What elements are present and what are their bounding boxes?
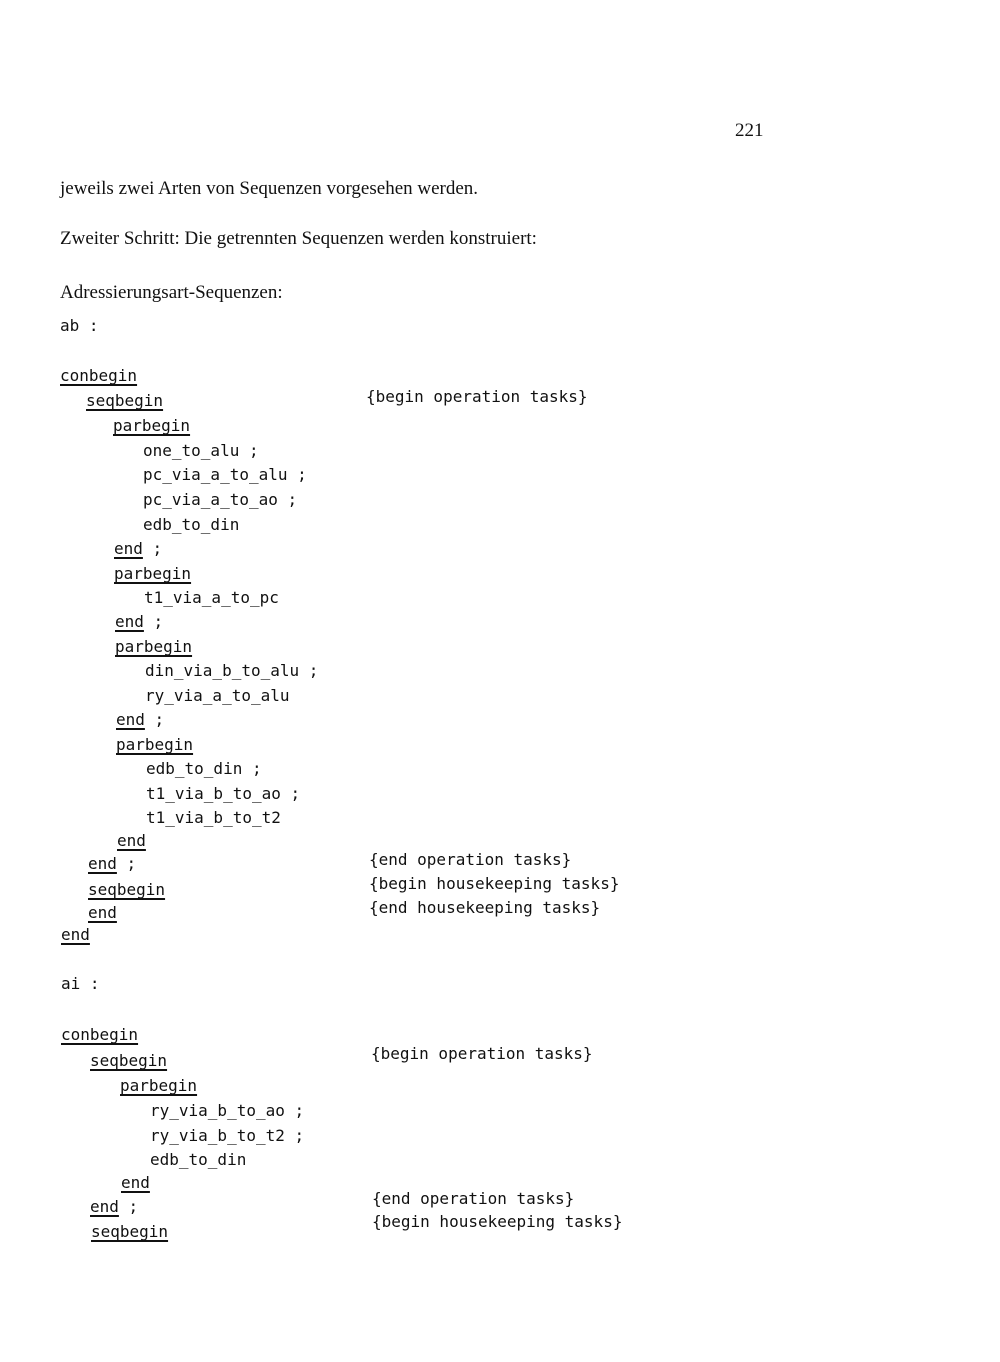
end-keyword: end [116,710,145,729]
ai-conbegin: conbegin [61,1025,139,1044]
ab-parbegin-2: parbegin [114,564,192,583]
ai-stmt-3: edb_to_din [150,1150,247,1169]
ab-end-1 [114,539,162,559]
ai-parbegin-1: parbegin [120,1076,198,1095]
ai-stmt-1: ry_via_b_to_ao ; [150,1101,305,1120]
page-number: 221 [735,120,764,141]
ab-stmt-7: ry_via_a_to_alu [145,686,290,705]
separator: ; [144,710,165,729]
ab-stmt-8: edb_to_din ; [146,759,262,778]
ab-stmt-3: pc_via_a_to_ao ; [143,490,298,509]
end-keyword: end [88,854,117,873]
ab-seqbegin-1: seqbegin [86,391,164,410]
ab-stmt-6: din_via_b_to_alu ; [145,661,319,680]
ab-end-4: end [117,831,146,850]
ab-end-6: end [88,903,117,922]
ai-seqbegin-1: seqbegin [90,1051,168,1070]
ab-stmt-5: t1_via_a_to_pc [144,588,279,607]
ai-comment-begin-op: {begin operation tasks} [371,1044,593,1063]
end-keyword: end [115,612,144,631]
ab-parbegin-3: parbegin [115,637,193,656]
ab-end-3 [116,710,164,730]
ai-label: ai : [61,974,100,993]
ai-seqbegin-2: seqbegin [91,1222,169,1241]
ab-stmt-1: one_to_alu ; [143,441,259,460]
ai-comment-end-op: {end operation tasks} [372,1189,575,1208]
ab-conbegin: conbegin [60,366,138,385]
ab-stmt-9: t1_via_b_to_ao ; [146,784,301,803]
ab-seqbegin-2: seqbegin [88,880,166,899]
separator: ; [118,1197,139,1216]
ab-end-2 [115,612,163,632]
separator: ; [116,854,137,873]
ab-end-5 [88,854,136,874]
ai-end-1: end [121,1173,150,1192]
ab-comment-begin-hk: {begin housekeeping tasks} [369,874,620,893]
separator: ; [142,539,163,558]
ab-stmt-10: t1_via_b_to_t2 [146,808,281,827]
separator: ; [143,612,164,631]
ai-stmt-2: ry_via_b_to_t2 ; [150,1126,305,1145]
ab-parbegin-4: parbegin [116,735,194,754]
ab-end-7: end [61,925,90,944]
end-keyword: end [114,539,143,558]
end-keyword: end [90,1197,119,1216]
ab-stmt-2: pc_via_a_to_alu ; [143,465,307,484]
ab-comment-end-hk: {end housekeeping tasks} [369,898,601,917]
ai-comment-begin-hk: {begin housekeeping tasks} [372,1212,623,1231]
ab-parbegin-1: parbegin [113,416,191,435]
ai-end-2 [90,1197,138,1217]
ab-label: ab : [60,316,99,335]
prose-line-1: jeweils zwei Arten von Sequenzen vorgesehen werden. [60,178,479,199]
ab-comment-end-op: {end operation tasks} [369,850,572,869]
prose-line-2: Zweiter Schritt: Die getrennten Sequenzen werden konstruiert: [60,228,537,249]
prose-line-3: Adressierungsart-Sequenzen: [60,282,283,303]
ab-comment-begin-op: {begin operation tasks} [366,387,588,406]
ab-stmt-4: edb_to_din [143,515,240,534]
